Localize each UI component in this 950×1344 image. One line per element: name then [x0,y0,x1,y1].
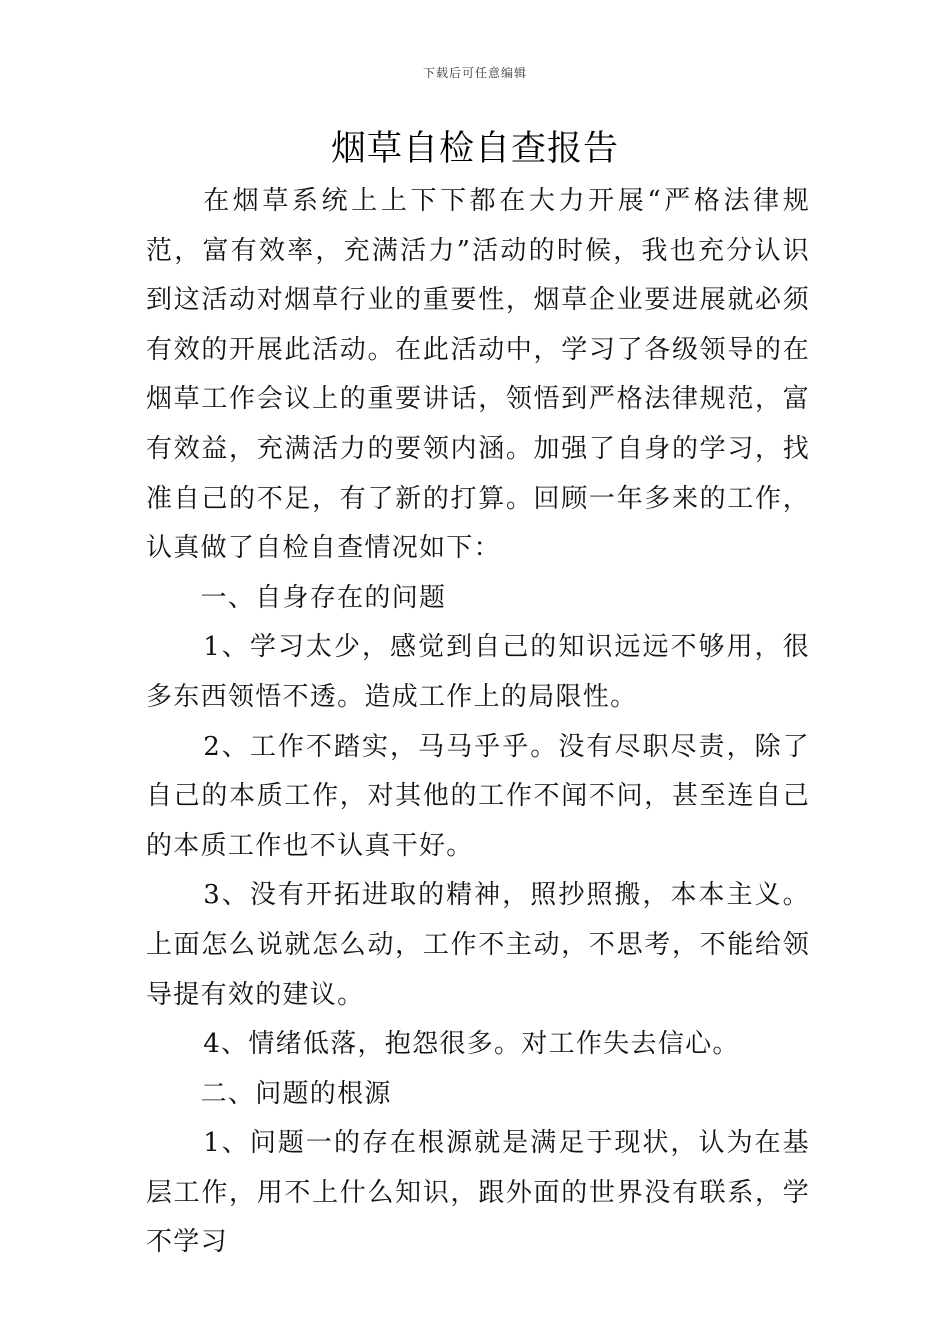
problem-item-2: 2、工作不踏实，马马乎乎。没有尽职尽责，除了自己的本质工作，对其他的工作不闻不问，甚至连自己的本质工作也不认真干好。 [146,731,810,861]
header-note: 下载后可任意编辑 [422,66,527,80]
document-body [146,177,810,1268]
section-heading-root-causes: 二、问题的根源 [200,1078,392,1109]
problem-item-1: 1、学习太少，感觉到自己的知识远远不够用，很多东西领悟不透。造成工作上的局限性。 [146,632,810,712]
intro-paragraph: 在烟草系统上上下下都在大力开展“严格法律规范，富有效率，充满活力”活动的时候，我也充分认识到这活动对烟草行业的重要性，烟草企业要进展就必须有效的开展此活动。在此活动中，学习了各级领导的在烟草工作会议上的重要讲话，领悟到严格法律规范，富有效益，充满活力的要领内涵。加强了自身的学习，找准自己的不足，有了新的打算。回顾一年多来的工作，认真做了自检自查情况如下： [146,186,810,564]
section-heading-problems: 一、自身存在的问题 [200,582,447,613]
problem-item-3: 3、没有开拓进取的精神，照抄照搬，本本主义。上面怎么说就怎么动，工作不主动，不思考，不能给领导提有效的建议。 [146,880,810,1010]
root-cause-item-1: 1、问题一的存在根源就是满足于现状，认为在基层工作，用不上什么知识，跟外面的世界没有联系，学不学习 [146,1128,810,1258]
problem-item-4: 4、情绪低落，抱怨很多。对工作失去信心。 [203,1029,740,1060]
document-title: 烟草自检自查报告 [330,129,619,169]
